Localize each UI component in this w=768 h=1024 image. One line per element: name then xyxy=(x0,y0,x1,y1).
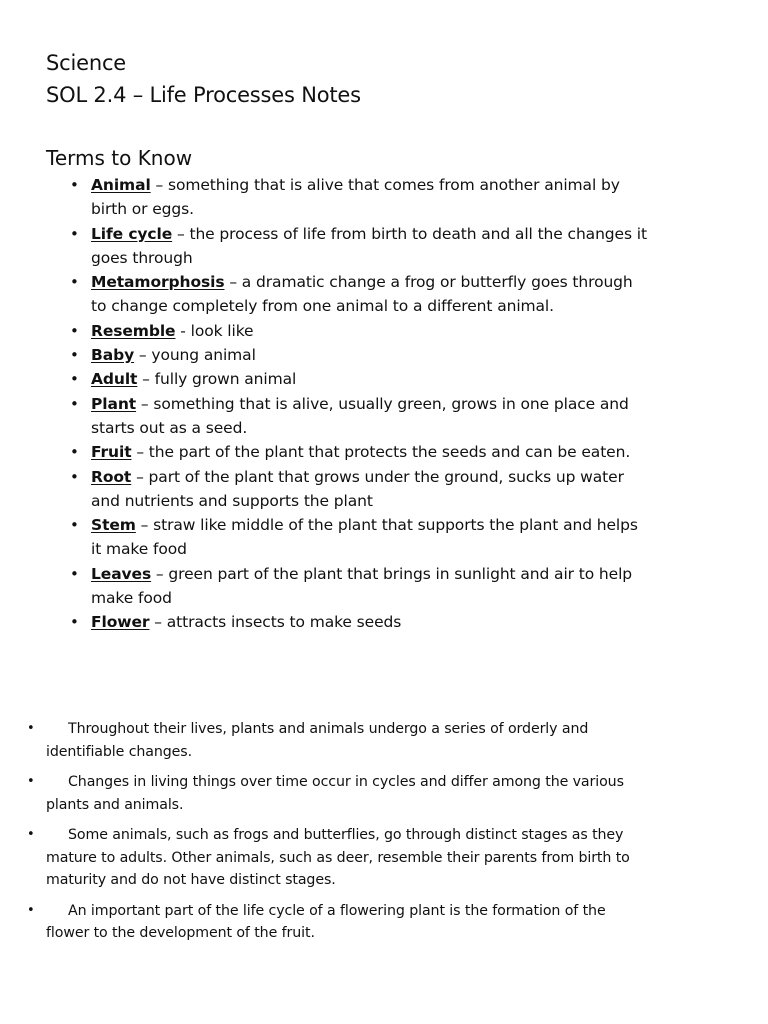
term-label: Adult xyxy=(91,370,138,389)
facts-list xyxy=(0,718,768,945)
fact-item: • Some animals, such as frogs and butterflies, go through distinct stages as they mature to adults. Other animals, such as deer, resemble their parents from birth to maturity and do not have distinct stages. xyxy=(0,824,646,892)
term-definition: – young animal xyxy=(134,346,256,365)
term-label: Metamorphosis xyxy=(91,273,225,292)
term-item-baby xyxy=(91,343,651,367)
fact-item: • Throughout their lives, plants and animals undergo a series of orderly and identifiable changes. xyxy=(0,718,646,763)
term-definition: – green part of the plant that brings in sunlight and air to help make food xyxy=(91,564,633,608)
term-label: Animal xyxy=(91,176,151,194)
term-label: Leaves xyxy=(91,564,152,583)
term-definition: – the process of life from birth to death and all the changes it goes through xyxy=(91,224,647,267)
term-definition: - look like xyxy=(175,321,254,340)
document-subject: Science xyxy=(46,51,127,75)
term-definition: – the part of the plant that protects the seeds and can be eaten. xyxy=(131,443,631,462)
term-label: Life cycle xyxy=(91,224,173,243)
term-item-life-cycle xyxy=(91,222,651,271)
term-item-plant xyxy=(91,392,651,441)
term-item-flower xyxy=(91,610,651,634)
term-item-stem xyxy=(91,513,651,562)
term-label: Fruit xyxy=(91,443,132,462)
terms-heading: Terms to Know xyxy=(46,146,193,170)
term-item-leaves xyxy=(91,562,651,611)
term-item-fruit xyxy=(91,440,651,464)
term-definition: – something that is alive, usually green, grows in one place and starts out as a seed. xyxy=(91,394,629,437)
term-definition: – something that is alive that comes from another animal by birth or eggs. xyxy=(91,176,620,219)
term-definition: – part of the plant that grows under the ground, sucks up water and nutrients and supports the plant xyxy=(91,467,624,510)
fact-item: • An important part of the life cycle of a flowering plant is the formation of the flower to the development of the fruit. xyxy=(0,900,646,945)
term-item-animal xyxy=(91,173,651,222)
fact-item: • Changes in living things over time occur in cycles and differ among the various plants and animals. xyxy=(0,771,646,816)
term-item-resemble xyxy=(91,319,651,343)
term-label: Resemble xyxy=(91,321,176,340)
term-label: Stem xyxy=(91,516,136,535)
term-definition: – fully grown animal xyxy=(137,370,297,389)
term-item-root xyxy=(91,465,651,514)
term-definition: – straw like middle of the plant that supports the plant and helps it make food xyxy=(91,516,638,559)
term-item-adult xyxy=(91,367,651,391)
term-definition: – a dramatic change a frog or butterfly goes through to change completely from one animal to a different animal. xyxy=(91,273,633,316)
terms-list xyxy=(91,173,651,635)
document-title: SOL 2.4 – Life Processes Notes xyxy=(46,83,361,107)
term-label: Flower xyxy=(91,613,150,632)
term-label: Baby xyxy=(91,346,135,365)
term-definition: – attracts insects to make seeds xyxy=(149,613,402,632)
term-item-metamorphosis xyxy=(91,270,651,319)
term-label: Root xyxy=(91,467,132,486)
term-label: Plant xyxy=(91,394,137,413)
